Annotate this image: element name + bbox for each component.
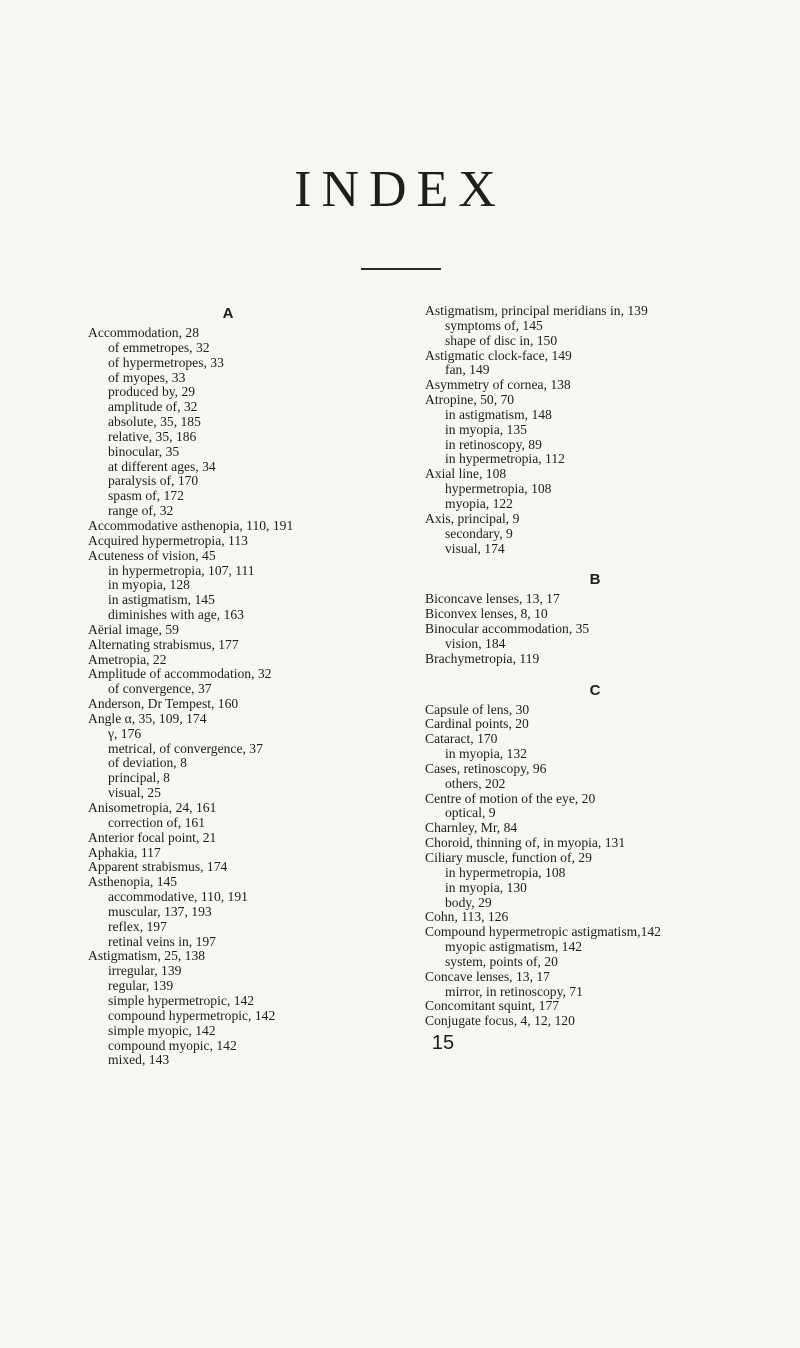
index-subentry: diminishes with age, 163 <box>108 607 244 623</box>
index-entry: Ciliary muscle, function of, 29 <box>425 850 592 865</box>
index-subentry: of myopes, 33 <box>108 369 186 385</box>
index-entry: Biconvex lenses, 8, 10 <box>425 606 548 622</box>
index-subentry: regular, 139 <box>108 978 174 994</box>
index-entry: Biconcave lenses, 13, 17 <box>425 591 560 607</box>
index-subentry: retinal veins in, 197 <box>108 933 216 949</box>
section-spacer <box>425 667 765 681</box>
index-entry: Ametropia, 22 <box>88 651 167 667</box>
index-subentry: system, points of, 20 <box>445 953 558 969</box>
index-entry: Cases, retinoscopy, 96 <box>425 760 547 776</box>
index-subentry: in myopia, 135 <box>445 421 527 437</box>
index-entry: Compound hypermetropic astigmatism,142 <box>425 924 661 940</box>
index-entry: Amplitude of accommodation, 32 <box>88 666 272 682</box>
index-subentry: of emmetropes, 32 <box>108 339 210 355</box>
index-entry: Accommodation, 28 <box>88 325 199 340</box>
index-subentry: accommodative, 110, 191 <box>108 889 248 905</box>
index-subentry: principal, 8 <box>108 770 170 786</box>
index-entry: Capsule of lens, 30 <box>425 701 530 717</box>
page-title: INDEX <box>294 161 506 218</box>
index-subentry: in myopia, 132 <box>445 746 527 762</box>
index-subentry: in hypermetropia, 107, 111 <box>108 562 255 578</box>
index-subentry: compound myopic, 142 <box>108 1037 237 1053</box>
index-subentry: in hypermetropia, 108 <box>445 864 566 880</box>
index-entry: Conjugate focus, 4, 12, 120 <box>425 1013 575 1029</box>
index-subentry: in myopia, 128 <box>108 577 190 593</box>
index-entry: Angle α, 35, 109, 174 <box>88 710 207 726</box>
index-subentry: compound hypermetropic, 142 <box>108 1007 276 1023</box>
index-entry: Anderson, Dr Tempest, 160 <box>88 696 239 712</box>
index-subentry: symptoms of, 145 <box>445 317 543 333</box>
index-subentry: mirror, in retinoscopy, 71 <box>445 983 583 999</box>
index-subentry: shape of disc in, 150 <box>445 332 558 348</box>
index-subentry: relative, 35, 186 <box>108 428 197 444</box>
index-subentry: hypermetropia, 108 <box>445 481 552 497</box>
index-entry: Centre of motion of the eye, 20 <box>425 790 596 806</box>
index-entry: Asymmetry of cornea, 138 <box>425 377 571 393</box>
index-subentry: optical, 9 <box>445 805 496 821</box>
index-entry: Astigmatic clock-face, 149 <box>425 347 572 363</box>
index-subentry: range of, 32 <box>108 503 174 519</box>
index-entry: Anisometropia, 24, 161 <box>88 800 217 815</box>
index-entry: Asthenopia, 145 <box>88 874 178 890</box>
index-subentry: of hypermetropes, 33 <box>108 354 224 370</box>
index-subentry: in myopia, 130 <box>445 879 527 895</box>
index-entry: Accommodative asthenopia, 110, 191 <box>88 517 294 533</box>
index-subentry: fan, 149 <box>445 362 490 378</box>
title-rule <box>361 268 441 270</box>
index-entry: Aphakia, 117 <box>88 844 161 860</box>
index-column-right <box>425 304 765 1029</box>
index-entry: Apparent strabismus, 174 <box>88 859 228 875</box>
letter-heading: B <box>589 571 601 589</box>
index-entry: Binocular accommodation, 35 <box>425 621 590 637</box>
index-subentry: at different ages, 34 <box>108 458 216 474</box>
letter-heading: A <box>222 305 234 322</box>
index-subentry: myopic astigmatism, 142 <box>445 939 583 955</box>
index-subentry: in astigmatism, 145 <box>108 592 215 608</box>
index-subentry: others, 202 <box>445 775 506 791</box>
index-subentry: absolute, 35, 185 <box>108 414 201 430</box>
index-subentry: in retinoscopy, 89 <box>445 436 542 452</box>
index-entry: Axial line, 108 <box>425 466 507 482</box>
index-subentry: mixed, 143 <box>108 1052 170 1068</box>
index-subentry: reflex, 197 <box>108 918 167 934</box>
letter-heading: C <box>589 681 601 699</box>
index-subentry: spasm of, 172 <box>108 488 184 504</box>
index-entry: Anterior focal point, 21 <box>88 829 217 845</box>
index-subentry: myopia, 122 <box>445 495 513 511</box>
index-subentry: γ, 176 <box>108 725 142 741</box>
index-entry: Astigmatism, principal meridians in, 139 <box>425 303 648 318</box>
index-column-left <box>88 304 408 1068</box>
index-entry: Charnley, Mr, 84 <box>425 820 518 836</box>
index-entry: Axis, principal, 9 <box>425 510 520 526</box>
index-entry: Cohn, 113, 126 <box>425 909 509 925</box>
index-entry: Cataract, 170 <box>425 731 498 747</box>
index-subentry: amplitude of, 32 <box>108 399 198 415</box>
index-subentry: irregular, 139 <box>108 963 182 979</box>
index-entry: Astigmatism, 25, 138 <box>88 948 206 964</box>
index-entry: Cardinal points, 20 <box>425 716 529 732</box>
index-subentry: body, 29 <box>445 894 492 910</box>
index-entry: Acquired hypermetropia, 113 <box>88 532 248 548</box>
index-subentry: vision, 184 <box>445 635 506 651</box>
page-number: 15 <box>431 1032 455 1054</box>
index-entry: Brachymetropia, 119 <box>425 650 540 666</box>
index-subentry: visual, 25 <box>108 785 161 801</box>
index-entry: Alternating strabismus, 177 <box>88 636 239 652</box>
section-spacer <box>425 556 765 570</box>
index-subentry: in astigmatism, 148 <box>445 406 552 422</box>
index-subentry: visual, 174 <box>445 540 505 556</box>
index-entry: Concomitant squint, 177 <box>425 998 560 1014</box>
index-subentry: correction of, 161 <box>108 814 206 830</box>
index-entry: Choroid, thinning of, in myopia, 131 <box>425 835 626 851</box>
index-subentry: of deviation, 8 <box>108 755 187 771</box>
index-subentry: produced by, 29 <box>108 384 196 400</box>
index-entry: Acuteness of vision, 45 <box>88 547 216 563</box>
index-subentry: simple myopic, 142 <box>108 1022 216 1038</box>
index-entry: Atropine, 50, 70 <box>425 392 515 408</box>
index-subentry: simple hypermetropic, 142 <box>108 992 255 1008</box>
index-subentry: metrical, of convergence, 37 <box>108 740 263 756</box>
index-subentry: paralysis of, 170 <box>108 473 199 489</box>
index-subentry: muscular, 137, 193 <box>108 903 212 919</box>
index-subentry: in hypermetropia, 112 <box>445 451 565 467</box>
index-subentry: binocular, 35 <box>108 443 180 459</box>
index-entry: Aërial image, 59 <box>88 621 179 637</box>
index-subentry: secondary, 9 <box>445 525 513 541</box>
index-subentry: of convergence, 37 <box>108 681 212 697</box>
index-entry: Concave lenses, 13, 17 <box>425 968 550 984</box>
